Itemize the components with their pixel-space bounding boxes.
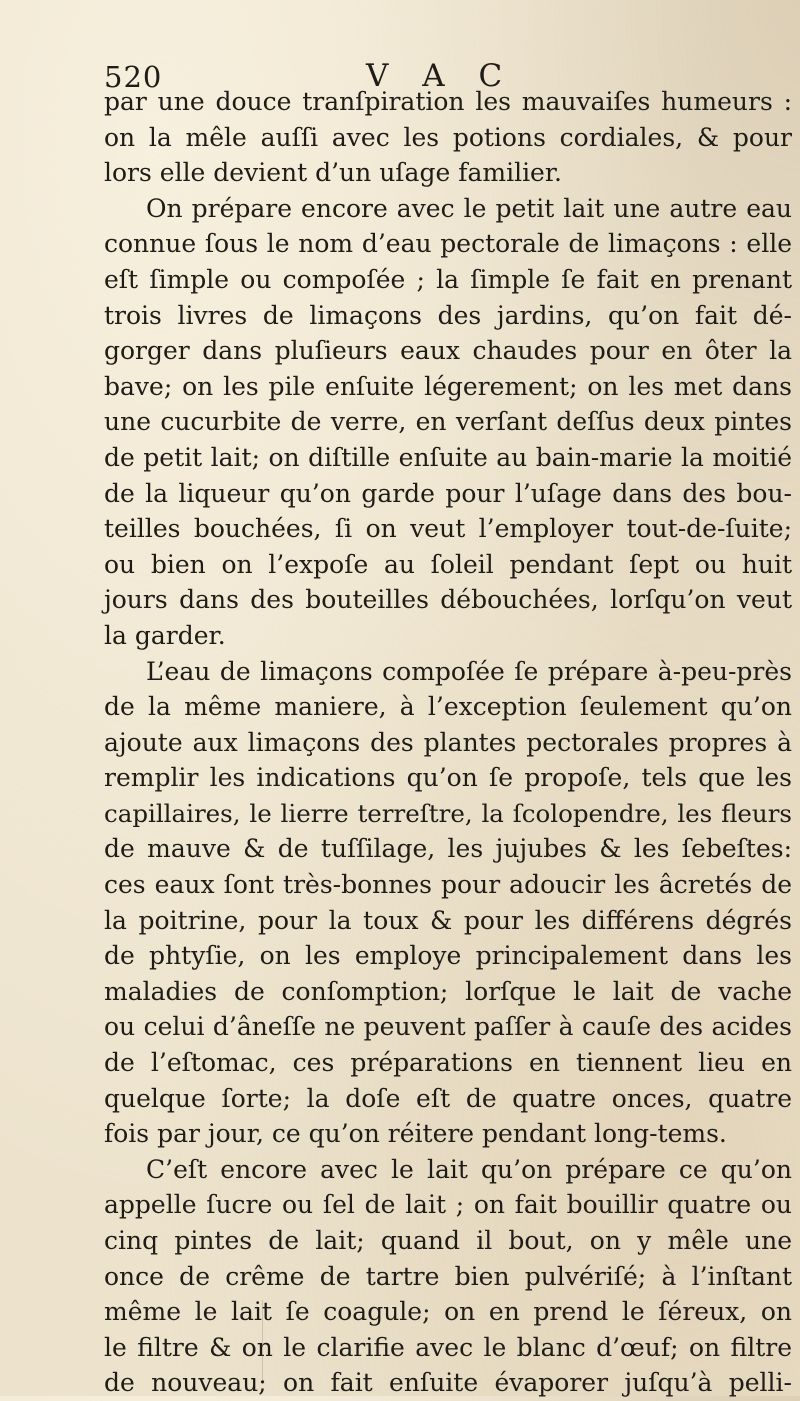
- text-line: de nouveau; on fait enſuite évaporer juſqu’à pelli-: [104, 1368, 792, 1398]
- text-line: de petit lait; on diſtille enſuite au bain-marie la moitié: [104, 442, 792, 472]
- text-line: jours dans des bouteilles débouchées, lorſqu’on veut: [104, 585, 792, 615]
- page-number: 520: [104, 60, 163, 94]
- text-line: connue ſous le nom d’eau pectorale de limaçons : elle: [104, 229, 792, 259]
- text-line: de mauve & de tuſſilage, les jujubes & les ſebeſtes:: [104, 834, 792, 864]
- text-line: ou celui d’âneſſe ne peuvent paſſer à cauſe des acides: [104, 1012, 792, 1042]
- text-line: remplir les indications qu’on ſe propoſe, tels que les: [104, 763, 792, 793]
- text-line: la poitrine, pour la toux & pour les différens dégrés: [104, 905, 792, 935]
- running-title: V A C: [366, 58, 515, 94]
- text-line: de la liqueur qu’on garde pour l’uſage dans des bou-: [104, 478, 792, 508]
- text-line: de la même maniere, à l’exception ſeulement qu’on: [104, 692, 792, 722]
- paper-crease: [262, 1300, 263, 1380]
- body-text: [104, 84, 792, 1401]
- text-line: ajoute aux limaçons des plantes pectorales propres à: [104, 727, 792, 757]
- text-line: même le lait ſe coagule; on en prend le ſéreux, on: [104, 1297, 792, 1327]
- text-line: la garder.: [104, 620, 226, 650]
- text-line: C’eſt encore avec le lait qu’on prépare ce qu’on: [146, 1154, 792, 1184]
- text-line: de phtyſie, on les employe principalement dans les: [104, 941, 792, 971]
- text-line: maladies de conſomption; lorſque le lait de vache: [104, 976, 792, 1006]
- text-line: par une douce tranſpiration les mauvaiſes humeurs :: [104, 87, 792, 116]
- text-line: lors elle devient d’un uſage familier.: [104, 158, 563, 188]
- text-line: trois livres de limaçons des jardins, qu’on fait dé-: [104, 300, 792, 330]
- text-line: fois par jour, ce qu’on réitere pendant long-tems.: [104, 1119, 727, 1149]
- text-line: appelle ſucre ou ſel de lait ; on fait bouillir quatre ou: [104, 1190, 792, 1220]
- text-line: de l’eſtomac, ces préparations en tiennent lieu en: [104, 1048, 792, 1078]
- text-line: cinq pintes de lait; quand il bout, on y mêle une: [104, 1226, 792, 1255]
- text-line: once de crême de tartre bien pulvériſé; à l’inſtant: [104, 1261, 792, 1291]
- text-line: quelque ſorte; la doſe eſt de quatre onces, quatre: [104, 1083, 792, 1113]
- text-line: capillaires, le lierre terreſtre, la ſcolopendre, les fleurs: [104, 798, 792, 828]
- text-line: ou bien on l’expoſe au ſoleil pendant ſept ou huit: [104, 549, 792, 579]
- text-line: eſt ſimple ou compoſée ; la ſimple ſe fait en prenant: [104, 264, 792, 294]
- text-line: gorger dans pluſieurs eaux chaudes pour en ôter la: [104, 336, 792, 366]
- text-line: bave; on les pile enſuite légerement; on les met dans: [104, 371, 792, 401]
- text-line: On prépare encore avec le petit lait une autre eau: [146, 193, 792, 223]
- text-line: le filtre & on le clarifie avec le blanc d’œuf; on filtre: [104, 1332, 792, 1362]
- text-line: ces eaux ſont très-bonnes pour adoucir les âcretés de: [104, 870, 792, 900]
- text-line: on la mêle auſſi avec les potions cordiales, & pour: [104, 122, 792, 152]
- text-line: une cucurbite de verre, en verſant deſſus deux pintes: [104, 407, 792, 437]
- text-line: teilles bouchées, ſi on veut l’employer tout-de-ſuite;: [104, 514, 792, 544]
- text-line: L’eau de limaçons compoſée ſe prépare à-peu-près: [146, 656, 792, 686]
